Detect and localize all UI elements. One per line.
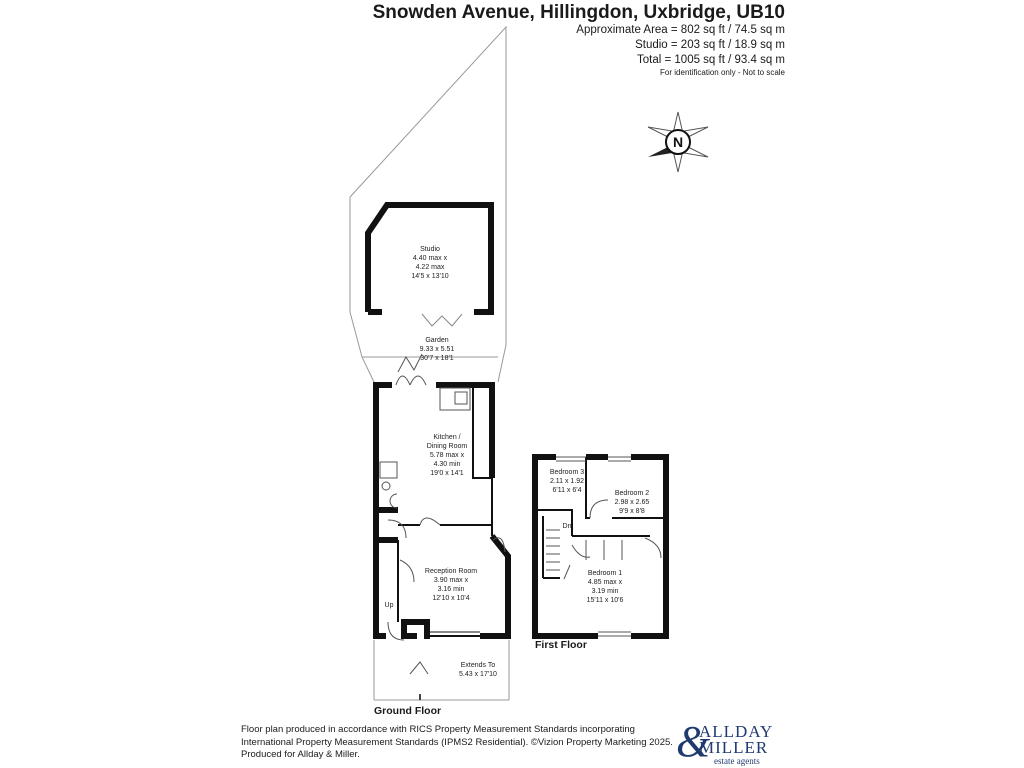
first-floor-label: First Floor — [535, 639, 587, 651]
footer-line-3: Produced for Allday & Miller. — [241, 749, 360, 760]
svg-text:6'11 x 6'4: 6'11 x 6'4 — [552, 487, 582, 494]
area-studio: Studio = 203 sq ft / 18.9 sq m — [635, 39, 785, 51]
room-label-extends — [459, 662, 497, 678]
svg-text:Bedroom 1: Bedroom 1 — [587, 570, 623, 577]
svg-text:4.22 max: 4.22 max — [415, 264, 445, 271]
room-label-reception — [425, 568, 477, 602]
footer-disclaimer — [241, 724, 673, 762]
north-compass-icon — [648, 112, 708, 172]
svg-text:2.98 x 2.65: 2.98 x 2.65 — [614, 499, 650, 506]
svg-text:2.11 x 1.92: 2.11 x 1.92 — [549, 478, 585, 485]
svg-text:9'9 x 8'8: 9'9 x 8'8 — [619, 508, 645, 515]
room-label-bedroom3 — [550, 469, 584, 494]
svg-text:4.85 max x: 4.85 max x — [587, 579, 623, 586]
svg-text:Reception Room: Reception Room — [424, 568, 478, 575]
svg-text:30'7 x 18'1: 30'7 x 18'1 — [420, 355, 454, 362]
svg-text:3.19 min: 3.19 min — [591, 588, 619, 595]
room-label-garden — [420, 337, 455, 362]
svg-text:3.16 min: 3.16 min — [437, 586, 465, 593]
ground-floor-label: Ground Floor — [374, 705, 442, 717]
room-label-kitchen — [427, 434, 468, 477]
stairs-up-label: Up — [384, 602, 394, 609]
room-label-bedroom2 — [615, 490, 650, 515]
footer-line-1: Floor plan produced in accordance with RICS Property Measurement Standards incorporating — [241, 724, 635, 735]
svg-text:19'0 x 14'1: 19'0 x 14'1 — [430, 470, 464, 477]
svg-text:Garden: Garden — [425, 337, 449, 344]
logo-line-3: estate agents — [714, 756, 760, 766]
agent-logo — [676, 717, 796, 766]
svg-text:4.40 max x: 4.40 max x — [412, 255, 448, 262]
svg-text:3.90 max x: 3.90 max x — [433, 577, 469, 584]
area-total: Total = 1005 sq ft / 93.4 sq m — [637, 54, 785, 66]
compass-label: N — [672, 134, 684, 150]
stairs-down-label: Dn — [562, 523, 572, 530]
svg-text:9.33 x 5.51: 9.33 x 5.51 — [419, 346, 455, 353]
svg-text:Dining Room: Dining Room — [426, 443, 468, 450]
svg-text:12'10 x 10'4: 12'10 x 10'4 — [432, 595, 470, 602]
svg-text:5.78 max x: 5.78 max x — [429, 452, 465, 459]
kitchen-fittings — [380, 354, 505, 674]
property-address-title: Snowden Avenue, Hillingdon, Uxbridge, UB10 — [372, 2, 785, 23]
svg-text:Extends To: Extends To — [460, 662, 496, 669]
footer-line-2: International Property Measurement Standards (IPMS2 Residential). ©Vizion Property Marketing 2025. — [241, 736, 673, 748]
svg-text:Bedroom 3: Bedroom 3 — [549, 469, 585, 476]
room-label-studio — [411, 246, 448, 280]
svg-text:5.43 x 17'10: 5.43 x 17'10 — [459, 671, 497, 678]
scale-note: For identification only - Not to scale — [660, 68, 785, 77]
logo-ampersand: & — [676, 717, 711, 766]
logo-line-2: MILLER — [699, 738, 769, 757]
studio-door — [422, 314, 462, 326]
svg-text:Studio: Studio — [420, 246, 440, 253]
svg-text:14'5 x 13'10: 14'5 x 13'10 — [411, 273, 449, 280]
svg-text:Bedroom 2: Bedroom 2 — [614, 490, 650, 497]
svg-text:4.30 min: 4.30 min — [433, 461, 461, 468]
room-label-bedroom1 — [587, 570, 624, 604]
area-main: Approximate Area = 802 sq ft / 74.5 sq m — [576, 24, 785, 36]
svg-text:15'11 x 10'6: 15'11 x 10'6 — [586, 597, 624, 604]
svg-text:Kitchen /: Kitchen / — [433, 434, 461, 441]
logo-line-1: ALLDAY — [699, 722, 774, 741]
